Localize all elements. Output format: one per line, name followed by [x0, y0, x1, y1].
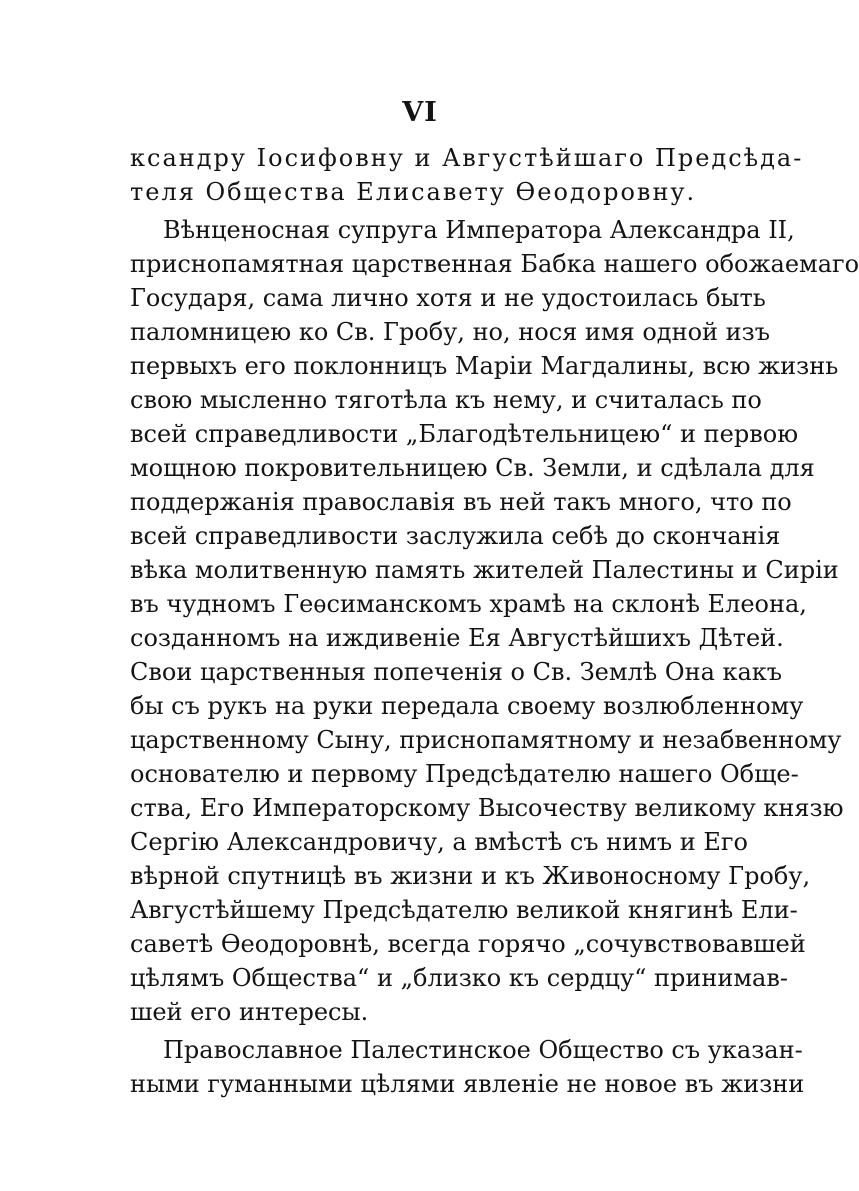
text-line: ксандру Іосифовну и Августѣйшаго Предсѣда- — [130, 144, 804, 172]
text-line: цѣлямъ Общества“ и „близко къ сердцу“ принимав- — [130, 964, 788, 992]
text-line: Сергію Александровичу, а вмѣстѣ съ нимъ и Его — [130, 828, 748, 856]
text-line: царственному Сыну, приснопамятному и незабвенному — [130, 726, 842, 754]
text-line: въ чудномъ Геѳсиманскомъ храмѣ на склонѣ Елеона, — [130, 590, 807, 618]
text-line: поддержанія православія въ ней такъ много, что по — [130, 488, 792, 516]
text-line: основателю и первому Предсѣдателю нашего Обще- — [130, 760, 799, 788]
text-line: созданномъ на иждивеніе Ея Августѣйшихъ Дѣтей. — [130, 624, 784, 652]
text-line: первыхъ его поклонницъ Маріи Магдалины, всю жизнь — [130, 352, 839, 380]
text-line: саветѣ Ѳеодоровнѣ, всегда горячо „сочувствовавшей — [130, 930, 806, 958]
text-line: шей его интересы. — [130, 998, 369, 1026]
text-line: всей справедливости заслужила себѣ до скончанія — [130, 522, 781, 550]
text-line: Православное Палестинское Общество съ указан- — [163, 1036, 803, 1064]
text-line: Государя, сама лично хотя и не удостоилась быть — [130, 284, 766, 312]
text-line: паломницею ко Св. Гробу, но, нося имя одной изъ — [130, 318, 771, 346]
text-line: приснопамятная царственная Бабка нашего обожаемаго — [130, 250, 859, 278]
text-line: мощною покровительницею Св. Земли, и сдѣлала для — [130, 454, 815, 482]
text-line: ства, Его Императорскому Высочеству великому князю — [130, 794, 844, 822]
text-line: свою мысленно тяготѣла къ нему, и считалась по — [130, 386, 762, 414]
text-line: теля Общества Елисавету Ѳеодоровну. — [130, 178, 697, 206]
text-line: ными гуманными цѣлями явленіе не новое въ жизни — [130, 1070, 805, 1098]
text-line: бы съ рукъ на руки передала своему возлюбленному — [130, 692, 804, 720]
text-line: всей справедливости „Благодѣтельницею“ и первою — [130, 420, 799, 448]
text-line: вѣрной спутницѣ въ жизни и къ Живоносному Гробу, — [130, 862, 811, 890]
page-number: VI — [402, 97, 438, 128]
text-line: Свои царственныя попеченія о Св. Землѣ Она какъ — [130, 658, 783, 686]
text-line: Августѣйшему Предсѣдателю великой княгинѣ Ели- — [130, 896, 798, 924]
text-line: вѣка молитвенную память жителей Палестины и Сиріи — [130, 556, 839, 584]
text-line: Вѣнценосная супруга Императора Александра II, — [163, 216, 795, 244]
